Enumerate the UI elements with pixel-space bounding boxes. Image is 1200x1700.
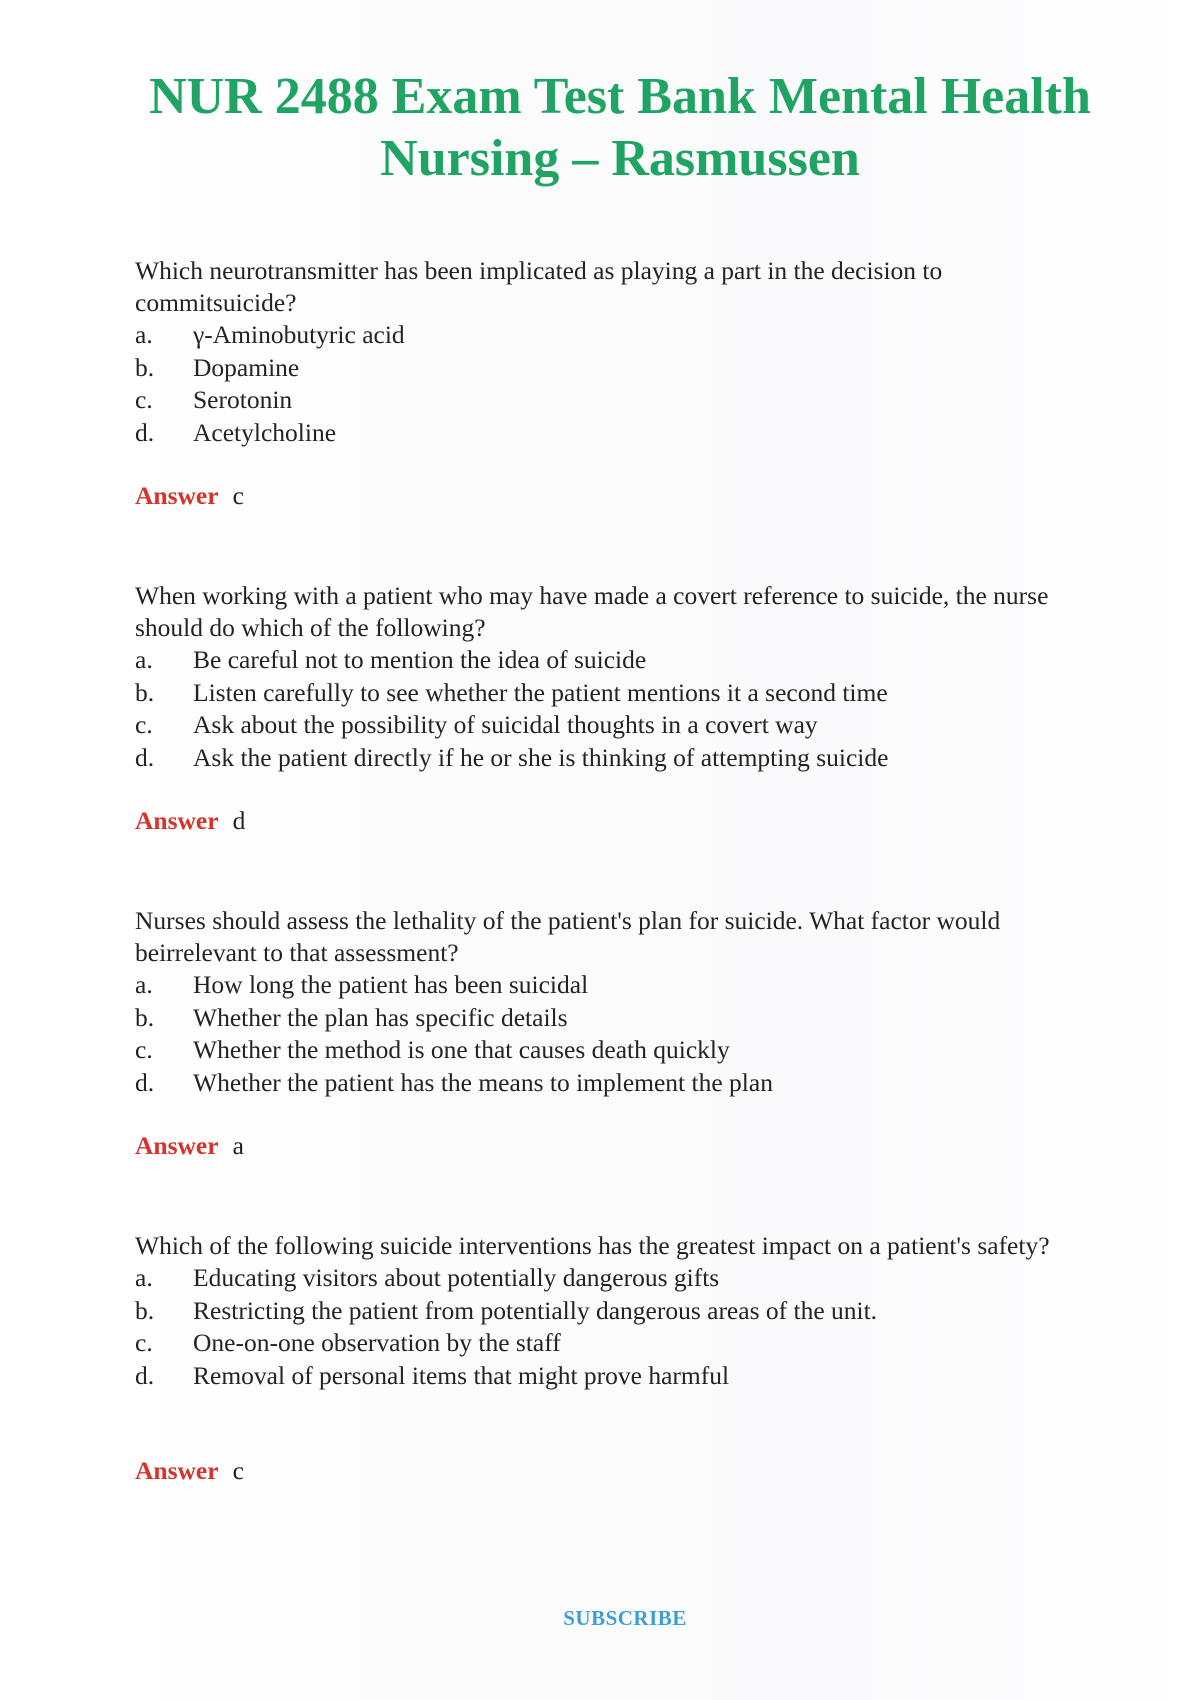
answer-label: Answer [135, 1456, 219, 1485]
question-block-1 [135, 255, 1105, 580]
option-text: Ask the patient directly if he or she is thinking of attempting suicide [193, 742, 889, 772]
option-b [135, 677, 1105, 710]
option-text: One-on-one observation by the staff [193, 1328, 561, 1357]
answer-value: a [232, 1131, 244, 1160]
option-b [135, 352, 1105, 385]
option-text: Educating visitors about potentially dangerous gifts [193, 1263, 720, 1292]
option-text: Ask about the possibility of suicidal thoughts in a covert way [193, 710, 818, 739]
option-letter: c. [135, 710, 153, 739]
option-text: Whether the plan has specific details [193, 1002, 568, 1032]
option-text: Whether the method is one that causes death quickly [193, 1035, 730, 1064]
option-letter: d. [135, 1360, 155, 1390]
option-list [135, 319, 1105, 449]
answer-value: c [232, 481, 244, 510]
option-letter: a. [135, 1263, 153, 1292]
option-d [135, 1067, 1105, 1100]
answer-label: Answer [135, 481, 219, 510]
subscribe-link[interactable]: SUBSCRIBE [563, 1606, 687, 1630]
question-text: Which of the following suicide interventions has the greatest impact on a patient's safety? [135, 1231, 1050, 1260]
answer-line [135, 1455, 244, 1487]
option-letter: a. [135, 320, 153, 349]
option-letter: a. [135, 645, 153, 674]
option-text: Removal of personal items that might prove harmful [193, 1360, 730, 1390]
option-text: Acetylcholine [193, 417, 337, 447]
option-text: Serotonin [193, 385, 293, 414]
option-letter: b. [135, 677, 155, 707]
option-text: Listen carefully to see whether the patient mentions it a second time [193, 677, 888, 707]
option-letter: d. [135, 417, 155, 447]
option-c [135, 1034, 1105, 1067]
option-letter: b. [135, 352, 155, 382]
answer-line [135, 480, 244, 512]
title-line-1: NUR 2488 Exam Test Bank Mental Health [149, 68, 1091, 125]
option-list [135, 1262, 1105, 1392]
option-a [135, 1262, 1105, 1295]
answer-line [135, 1130, 244, 1162]
question-text: When working with a patient who may have made a covert reference to suicide, the nurse should do which of the following? [135, 581, 1049, 642]
option-letter: b. [135, 1295, 155, 1325]
option-text: Restricting the patient from potentially dangerous areas of the unit. [193, 1295, 878, 1325]
option-letter: a. [135, 970, 153, 999]
option-list [135, 969, 1105, 1099]
option-a [135, 319, 1105, 352]
question-block-2 [135, 580, 1105, 905]
answer-line [135, 805, 245, 837]
option-c [135, 384, 1105, 417]
option-text: Dopamine [193, 352, 300, 382]
question-block-4 [135, 1230, 1105, 1555]
option-c [135, 709, 1105, 742]
title-line-2: Nursing – Rasmussen [380, 130, 860, 187]
option-text: How long the patient has been suicidal [193, 970, 589, 999]
option-b [135, 1295, 1105, 1328]
answer-value: d [232, 806, 246, 835]
question-list [135, 255, 1105, 1555]
option-letter: b. [135, 1002, 155, 1032]
option-a [135, 644, 1105, 677]
option-letter: c. [135, 1328, 153, 1357]
answer-label: Answer [135, 806, 219, 835]
question-text: Nurses should assess the lethality of the patient's plan for suicide. What factor would beirrelevant to that assessment? [135, 906, 1001, 967]
option-letter: c. [135, 385, 153, 414]
question-block-3 [135, 905, 1105, 1230]
option-d [135, 417, 1105, 450]
option-letter: d. [135, 1067, 155, 1097]
option-letter: c. [135, 1035, 153, 1064]
option-d [135, 1360, 1105, 1393]
option-b [135, 1002, 1105, 1035]
option-list [135, 644, 1105, 774]
question-text: Which neurotransmitter has been implicated as playing a part in the decision to commitsuicide? [135, 256, 943, 317]
option-text: Be careful not to mention the idea of suicide [193, 645, 647, 674]
option-letter: d. [135, 742, 155, 772]
option-text: γ-Aminobutyric acid [193, 320, 405, 349]
answer-value: c [232, 1456, 244, 1485]
page-title [100, 66, 1140, 190]
option-text: Whether the patient has the means to implement the plan [193, 1067, 773, 1097]
option-c [135, 1327, 1105, 1360]
answer-label: Answer [135, 1131, 219, 1160]
option-d [135, 742, 1105, 775]
option-a [135, 969, 1105, 1002]
